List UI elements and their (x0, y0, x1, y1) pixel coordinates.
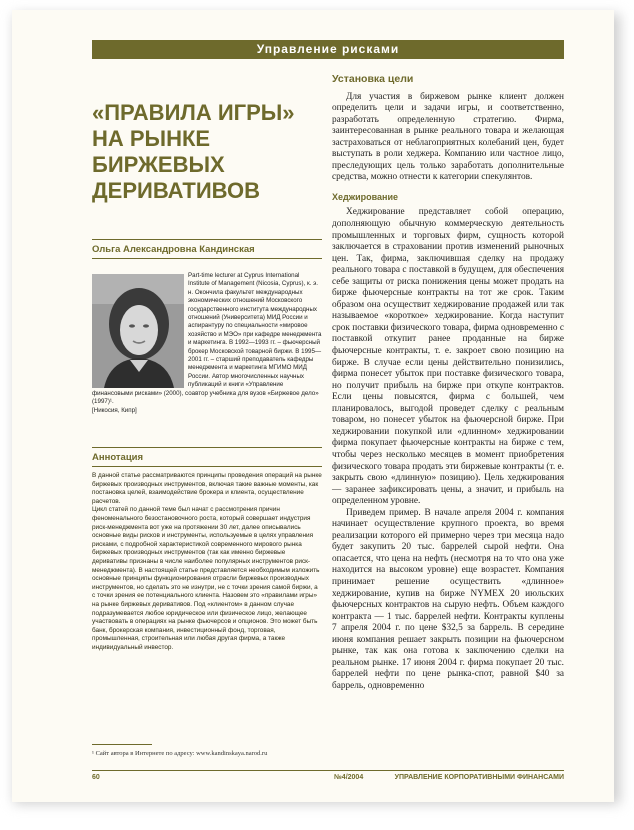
abstract-bottom-rule (92, 466, 322, 467)
section-heading: Хеджирование (332, 191, 399, 202)
article-title: «ПРАВИЛА ИГРЫ» НА РЫНКЕ БИРЖЕВЫХ ДЕРИВАТИВОВ (92, 100, 295, 203)
author-location: [Никосия, Кипр] (92, 406, 137, 414)
abstract-body (92, 472, 322, 652)
footer-rule (92, 770, 564, 771)
abstract-paragraph: Цикл статей по данной теме был начат с рассмотрения причин феноменального безостановочного роста, который совершает индустрия риск-менеджмента вот уже на протяжении 30 лет, далее описывались основные виды рисков и инструменты, используемые в целях управления рисками, с подробной характеристикой современного мирового рынка биржевых производных инструментов (так как именно биржевые деривативы признаны в числе наиболее популярных инструментов риск-менеджмента). В настоящей статье представляется необходимым изложить основные принципы функционирования отрасли биржевых производных инструментов, но сделать это не изнутри, не с точки зрения самой биржи, а с точки зрения ее потенциального клиента. Назовем это «правилами игры» на рынке биржевых деривативов. Под «клиентом» в данном случае подразумевается любое юридическое или физическое лицо, желающее участвовать в операциях на рынке фьючерсов и опционов. Это может быть банк, брокерская компания, инвестиционный фонд, торговая, промышленная, строительная или любая другая фирма, а также индивидуальный инвестор. (92, 506, 320, 651)
author-bio-text: Part-time lecturer at Cyprus International Institute of Management (Nicosia, Cyprus), к. э. н. Окончила факультет международных экономических отношений Московского государственного института международных отношений (Университета) МИД России и аспирантуру по специальности «мировое хозяйство и МЭО» при кафедре менеджмента и маркетинга. В 1992—1993 гг. – фьючерсный брокер Московской товарной биржи. В 1995—2001 гг. – старший преподаватель кафедры менеджмента и маркетинга МГИМО МИД России. Автор многочисленных научных публикаций и книги «Управление финансовыми рисками» (2000), соавтор учебника для вузов «Биржевое дело» (1997)¹. (92, 272, 322, 406)
page-number: 60 (92, 774, 100, 781)
abstract-paragraph: В данной статье рассматриваются принципы проведения операций на рынке биржевых производных инструментов, включая такие важные моменты, как постановка целей, взаимодействие брокера и клиента, осуществление расчетов. (92, 472, 322, 505)
section-header-bar: Управление рисками (92, 40, 564, 59)
footnote-rule (92, 744, 152, 745)
footnote: ¹ Сайт автора в Интернете по адресу: www.kandinskaya.narod.ru (92, 750, 268, 757)
journal-page (12, 10, 614, 802)
abstract-heading: Аннотация (92, 452, 144, 463)
author-top-rule (92, 239, 322, 240)
author-bio (92, 272, 322, 415)
main-text-column (332, 70, 564, 692)
body-paragraph: Для участия в биржевом рынке клиент должен определить цели и задачи игры, и соответственно, разработать определенную стратегию. Фирма, заинтересованная в рынке реального товара и желающая застраховаться от неблагоприятных колебаний цен, будет выступать в роли хеджера. Компанию или частное лицо, преследующих цель только заработать дополнительные средства, можно отнести к категории спекулянтов. (332, 91, 564, 183)
photo-spacer (92, 272, 188, 388)
body-paragraph: Приведем пример. В начале апреля 2004 г. компания начинает осуществление крупного проекта, во время реализации которого ей примерно через три месяца надо будет закупить 20 тыс. баррелей сырой нефти. Она опасается, что цена на нефть (несмотря на то что она уже находится на высоком уровне) еще возрастет. Компания принимает решение осуществить «длинное» хеджирование, купив на бирже NYMEX 20 июльских фьючерсных контрактов на сырую нефть. Объем каждого контракта — 1 тыс. баррелей нефти. Контракты куплены 7 апреля 2004 г. по цене $32,5 за баррель. В середине июня компания решает закрыть позиции на фьючерсном рынке, так как она готова к заключению сделки на реальном рынке. 17 июня 2004 г. фирма покупает 20 тыс. баррелей нефти по цене рынка-спот, равной $40 за баррель, одновременно (332, 507, 564, 691)
author-bottom-rule (92, 258, 322, 259)
abstract-top-rule (92, 447, 322, 448)
section-heading: Установка цели (332, 73, 414, 85)
body-paragraph: Хеджирование представляет собой операцию, дополняющую обычную коммерческую деятельность промышленных и торговых фирм, сущность которой заключается в страховании против изменений рыночных цен. Так, фирма, заключившая сделку на продажу реального товара с поставкой в будущем, для обеспечения себе защиты от риска понижения цены может продать на бирже фьючерсные контракты на тот же срок. Таким образом она осуществит хеджирование продажей или так называемое «короткое» хеджирование. Когда наступит срок поставки физического товара, фирма одновременно с поставкой откупит ранее проданные на бирже фьючерсные контракты, т. е. закроет свою позицию на бирже. В случае если цены действительно понизились, фирма понесет убыток при поставке физического товара, но получит прибыль на бирже при откупе контрактов. Если цены повысятся, фирма с большей, чем планировалось, выгодой проведет сделку с реальным товаром, но понесет убыток на фьючерсной бирже. При хеджировании покупкой или «длинном» хеджировании фирма покупает фьючерсные контракты на бирже с тем, чтобы через несколько месяцев в момент приобретения физического товара продать эти биржевые контракты (т. е. закрыть свою «длинную» позицию). Цель хеджирования — заранее зафиксировать цены, а значит, и прибыль на определенном уровне. (332, 207, 564, 507)
author-name: Ольга Александровна Кандинская (92, 244, 255, 255)
issue-number: №4/2004 (334, 774, 364, 781)
journal-name: УПРАВЛЕНИЕ КОРПОРАТИВНЫМИ ФИНАНСАМИ (394, 774, 564, 781)
